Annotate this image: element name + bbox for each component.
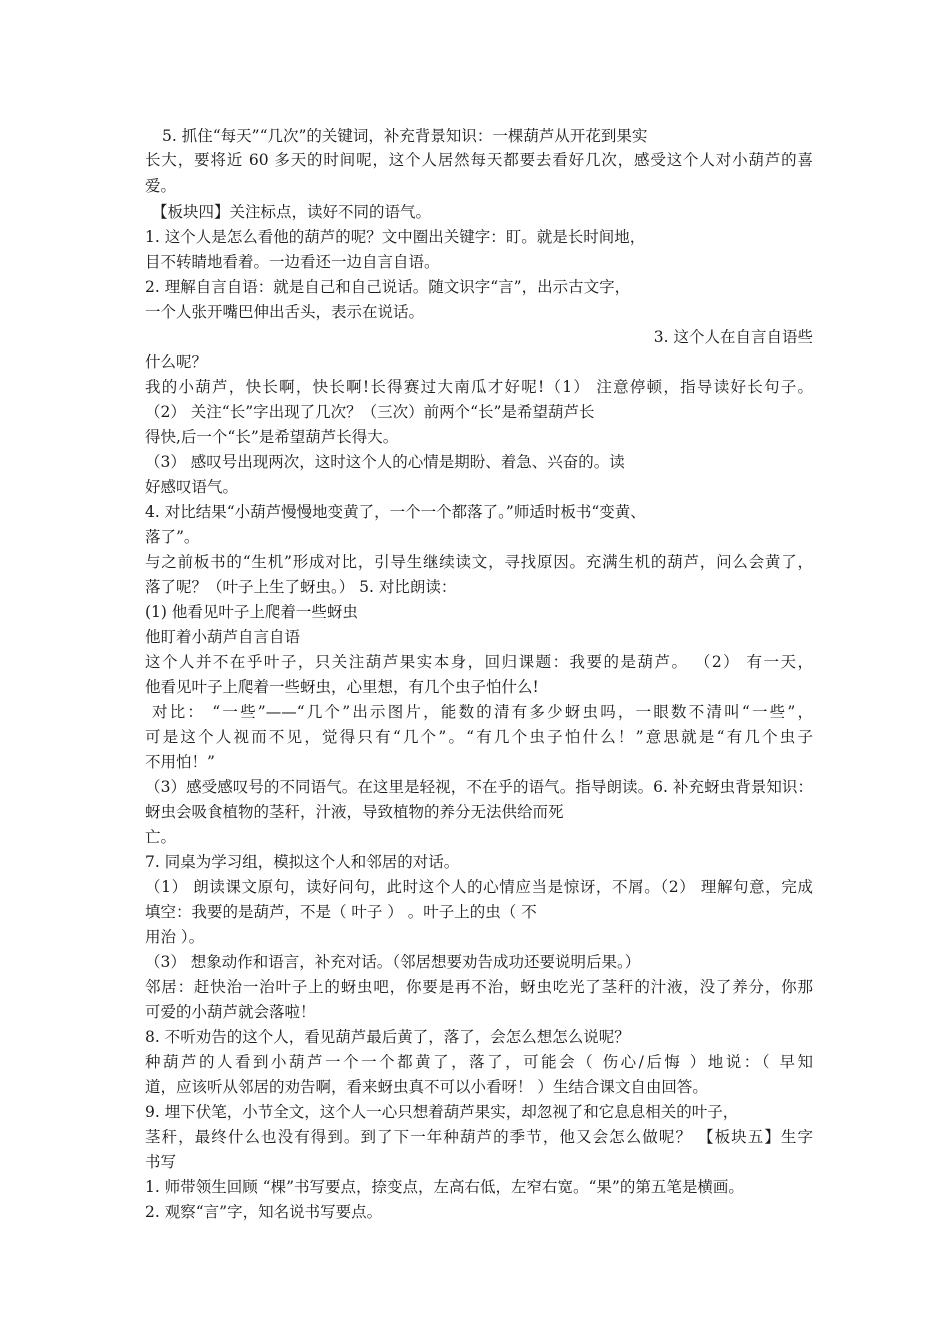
text-line: 填空：我要的是葫芦，不是（ 叶子 ） 。叶子上的虫（ 不 [145,903,537,921]
text-line: 2. 观察“言”字，知名说书写要点。 [145,1203,383,1221]
text-line: 道，应该听从邻居的劝告啊，看来蚜虫真不可以小看呀！ ）生结合课文自由回答。 [145,1078,708,1096]
text-line: 得快,后一个“长”是希望葫芦长得大。 [145,428,399,446]
text-line: 9. 埋下伏笔，小节全文，这个人一心只想着葫芦果实，却忽视了和它息息相关的叶子， [145,1103,739,1121]
text-line: 爱。 [145,177,177,195]
text-line: （3）感受感叹号的不同语气。在这里是轻视，不在乎的语气。指导朗读。6. 补充蚜虫背景知识： [145,778,813,796]
text-line: 可爱的小葫芦就会落啦！ [145,1003,316,1021]
text-line: 不用怕！” [145,753,215,771]
text-line: 对比： “一些”——“几个”出示图片，能数的清有多少蚜虫吗，一眼数不清叫“一些”， [152,703,813,721]
text-line: (1) 他看见叶子上爬着一些蚜虫 [145,603,358,621]
text-line: 可是这个人视而不见，觉得只有“几个”。“有几个虫子怕什么！”意思就是“有几个虫子 [145,728,813,746]
text-line: 他看见叶子上爬着一些蚜虫，心里想，有几个虫子怕什么! [145,678,539,696]
text-line: 这个人并不在乎叶子，只关注葫芦果实本身，回归课题：我要的是葫芦。 （2） 有一天， [145,653,813,671]
text-line: 与之前板书的“生机”形成对比，引导生继续读文，寻找原因。充满生机的葫芦，问么会黄了， [145,553,813,571]
text-line: 好感叹语气。 [145,478,239,496]
section-heading: 【板块四】关注标点，读好不同的语气。 [152,203,432,221]
text-line: 种葫芦的人看到小葫芦一个一个都黄了，落了，可能会（ 伤心/后悔 ）地说：（ 早知 [145,1053,813,1071]
text-line: 亡。 [145,828,177,846]
text-line: 1. 师带领生回顾 “棵”书写要点，捺变点，左高右低，左窄右宽。“果”的第五笔是横画。 [145,1178,744,1196]
text-line: 一个人张开嘴巴伸出舌头，表示在说话。 [145,303,425,321]
text-line: 1. 这个人是怎么看他的葫芦的呢？文中圈出关键字：盯。就是长时间地， [145,228,646,246]
text-line: 邻居：赶快治一治叶子上的蚜虫吧，你要是再不治，蚜虫吃光了茎秆的汁液，没了养分，你那 [145,978,813,996]
text-line: （2） 关注“长”字出现了几次？（三次）前两个“长”是希望葫芦长 [145,403,595,421]
text-line: 落了”。 [145,528,200,546]
text-line: 8. 不听劝告的这个人，看见葫芦最后黄了，落了，会怎么想怎么说呢？ [145,1028,630,1046]
text-line: 用治 ）。 [145,928,205,946]
text-line: 4. 对比结果“小葫芦慢慢地变黄了，一个一个都落了。”师适时板书“变黄、 [145,503,646,521]
text-line: 书写 [145,1153,177,1171]
text-line: 3. 这个人在自言自语些 [653,328,813,346]
text-line: （3） 感叹号出现两次，这时这个人的心情是期盼、着急、兴奋的。读 [145,453,625,471]
text-line: 长大，要将近 60 多天的时间呢，这个人居然每天都要去看好几次，感受这个人对小葫芦的喜 [145,151,813,169]
text-line: （1） 朗读课文原句，读好问句，此时这个人的心情应当是惊讶，不屑。（2） 理解句意，完成 [145,878,813,896]
text-line: 7. 同桌为学习组，模拟这个人和邻居的对话。 [145,853,460,871]
text-line: 落了呢？（叶子上生了蚜虫。） 5. 对比朗读： [145,578,457,596]
text-line: 2. 理解自言自语：就是自己和自己说话。随文识字“言”，出示古文字， [145,278,631,296]
text-line: 茎秆，最终什么也没有得到。到了下一年种葫芦的季节，他又会怎么做呢？ 【板块五】生字 [145,1128,813,1146]
text-line: 5. 抓住“每天”“几次”的关键词，补充背景知识：一棵葫芦从开花到果实 [162,127,648,145]
text-line: 我的小葫芦，快长啊，快长啊!长得赛过大南瓜才好呢!（1） 注意停顿，指导读好长句子。 [145,378,813,396]
text-line: 蚜虫会吸食植物的茎秆，汁液，导致植物的养分无法供给而死 [145,803,564,821]
text-line: 目不转睛地看着。一边看还一边自言自语。 [145,253,440,271]
text-line: 他盯着小葫芦自言自语 [145,628,301,646]
text-line: 什么呢？ [145,353,208,371]
text-line: （3） 想象动作和语言，补充对话。（邻居想要劝告成功还要说明后果。） [145,953,641,971]
